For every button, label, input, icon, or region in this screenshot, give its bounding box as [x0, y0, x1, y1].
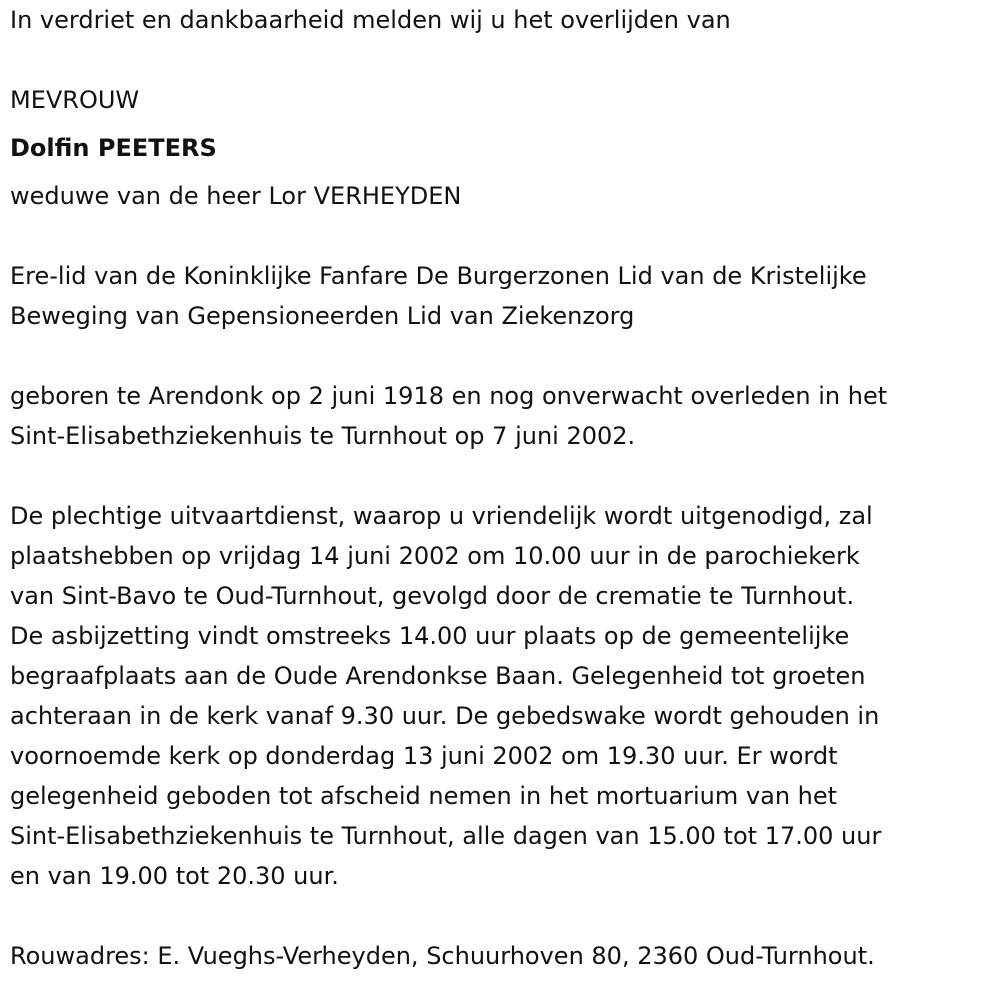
memberships-paragraph	[10, 256, 995, 336]
text-line: De asbijzetting vindt omstreeks 14.00 uur plaats op de gemeentelijke	[10, 622, 850, 650]
spacer	[10, 168, 995, 176]
widow-of-line: weduwe van de heer Lor VERHEYDEN	[10, 182, 462, 210]
intro-text: In verdriet en dankbaarheid melden wij u het overlijden van	[10, 6, 731, 34]
salutation: MEVROUW	[10, 86, 140, 114]
mourning-address: Rouwadres: E. Vueghs-Verheyden, Schuurhoven 80, 2360 Oud-Turnhout.	[10, 942, 875, 970]
death-notice	[10, 0, 995, 976]
deceased-name: Dolfin PEETERS	[10, 134, 217, 162]
spacer	[10, 896, 995, 936]
text-line: Sint-Elisabethziekenhuis te Turnhout, alle dagen van 15.00 tot 17.00 uur	[10, 822, 882, 850]
text-line: en van 19.00 tot 20.30 uur.	[10, 862, 339, 890]
text-line: De plechtige uitvaartdienst, waarop u vriendelijk wordt uitgenodigd, zal	[10, 502, 873, 530]
spacer	[10, 40, 995, 80]
text-line: Ere-lid van de Koninklijke Fanfare De Burgerzonen Lid van de Kristelijke	[10, 262, 867, 290]
spacer	[10, 120, 995, 128]
text-line: Sint-Elisabethziekenhuis te Turnhout op 7 juni 2002.	[10, 422, 636, 450]
text-line: gelegenheid geboden tot afscheid nemen in het mortuarium van het	[10, 782, 838, 810]
spacer	[10, 216, 995, 256]
text-line: plaatshebben op vrijdag 14 juni 2002 om 10.00 uur in de parochiekerk	[10, 542, 860, 570]
text-line: voornoemde kerk op donderdag 13 juni 2002 om 19.30 uur. Er wordt	[10, 742, 838, 770]
text-line: Beweging van Gepensioneerden Lid van Ziekenzorg	[10, 302, 635, 330]
birth-death-paragraph	[10, 376, 995, 456]
text-line: geboren te Arendonk op 2 juni 1918 en nog onverwacht overleden in het	[10, 382, 888, 410]
text-line: achteraan in de kerk vanaf 9.30 uur. De gebedswake wordt gehouden in	[10, 702, 880, 730]
text-line: begraafplaats aan de Oude Arendonkse Baan. Gelegenheid tot groeten	[10, 662, 866, 690]
spacer	[10, 336, 995, 376]
spacer	[10, 456, 995, 496]
funeral-paragraph	[10, 496, 995, 896]
text-line: van Sint-Bavo te Oud-Turnhout, gevolgd door de crematie te Turnhout.	[10, 582, 855, 610]
